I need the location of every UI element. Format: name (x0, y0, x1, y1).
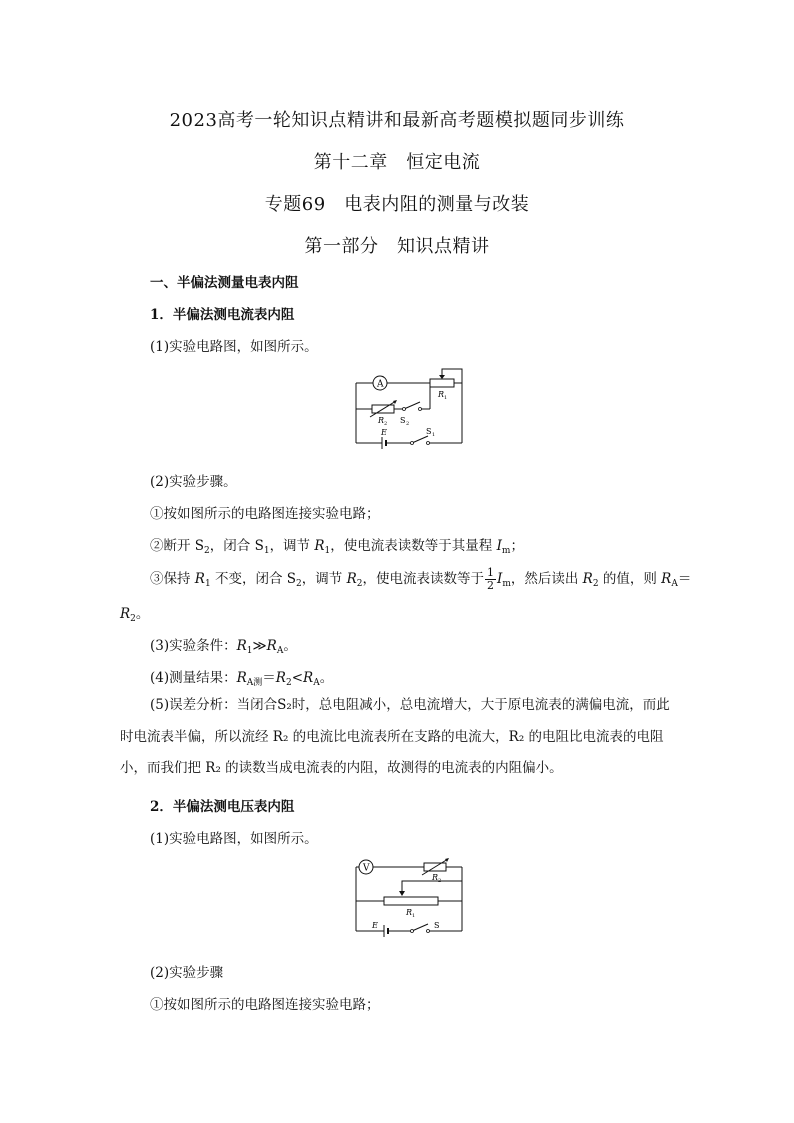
chapter-title: 第十二章 恒定电流 (313, 152, 481, 173)
half-fraction: $\frac{1}{2}$ (486, 566, 494, 592)
r2-sub: 2 (384, 421, 388, 427)
circuit-intro-2: (1)实验电路图，如图所示。 (150, 831, 318, 847)
step-3: ③保持 $R_1$ 不变，闭合 $S_2$，调节 $R_2$，使电流表读数等于 $\frac{1}{2}$ $I_m$，然后读出 $R_2$ 的值，则 $R_A=$ (150, 566, 692, 592)
step-3-cont: $R_2$。 (120, 606, 150, 624)
r2-label: R (378, 416, 385, 425)
step-1: ①按如图所示的电路图连接实验电路； (150, 506, 380, 522)
s-label-2: S (434, 921, 440, 930)
circuit-intro-1: (1)实验电路图，如图所示。 (150, 339, 318, 355)
topic-title: 专题69 电表内阻的测量与改装 (264, 194, 530, 215)
r2-sub-2: 2 (438, 878, 442, 884)
section-heading: 一、半偏法测量电表内阻 (150, 275, 299, 291)
s1-sub: 1 (432, 432, 436, 438)
s1-label: S (426, 427, 432, 436)
s2-sub: 2 (406, 421, 410, 427)
e-label: E (381, 428, 387, 437)
e-label-2: E (372, 921, 378, 930)
circuit-diagram-ammeter (350, 363, 470, 453)
voltmeter-label: V (363, 863, 370, 874)
condition: (3)实验条件：$R_1≫R_A$。 (150, 638, 297, 656)
ammeter-label: A (377, 379, 384, 390)
subsection-heading-2: 2．半偏法测电压表内阻 (150, 799, 295, 815)
step-2: ②断开 $S_2$，闭合 $S_1$，调节 $R_1$，使电流表读数等于其量程 $I_m$； (150, 538, 524, 556)
subsection-heading-1: 1．半偏法测电流表内阻 (150, 307, 295, 323)
r1-sub: 1 (444, 395, 448, 401)
error-analysis: (5)误差分析：当闭合S₂时，总电阻减小，总电流增大，大于原电流表的满偏电流，而此时电流表半偏，所以流经 R₂ 的电流比电流表所在支路的电流大，R₂ 的电阻比电流表的电阻小，而我们把 R₂ 的读数当成电流表的内阻，故测得的电流表的内阻偏小。 (120, 697, 670, 776)
steps-title-2: (2)实验步骤 (150, 965, 224, 981)
r2-label-2: R (432, 873, 439, 882)
steps-title: (2)实验步骤。 (150, 474, 237, 490)
result: (4)测量结果：$R_{A测}=R_2<R_A$。 (150, 670, 334, 688)
step-1-2: ①按如图所示的电路图连接实验电路； (150, 997, 380, 1013)
r1-sub-2: 1 (412, 913, 416, 919)
part-title: 第一部分 知识点精讲 (304, 236, 490, 257)
s2-label: S (400, 416, 406, 425)
circuit-diagram-voltmeter (350, 855, 470, 937)
r1-label: R (438, 390, 445, 399)
doc-title: 2023高考一轮知识点精讲和最新高考题模拟题同步训练 (169, 110, 625, 131)
r1-label-2: R (406, 908, 413, 917)
